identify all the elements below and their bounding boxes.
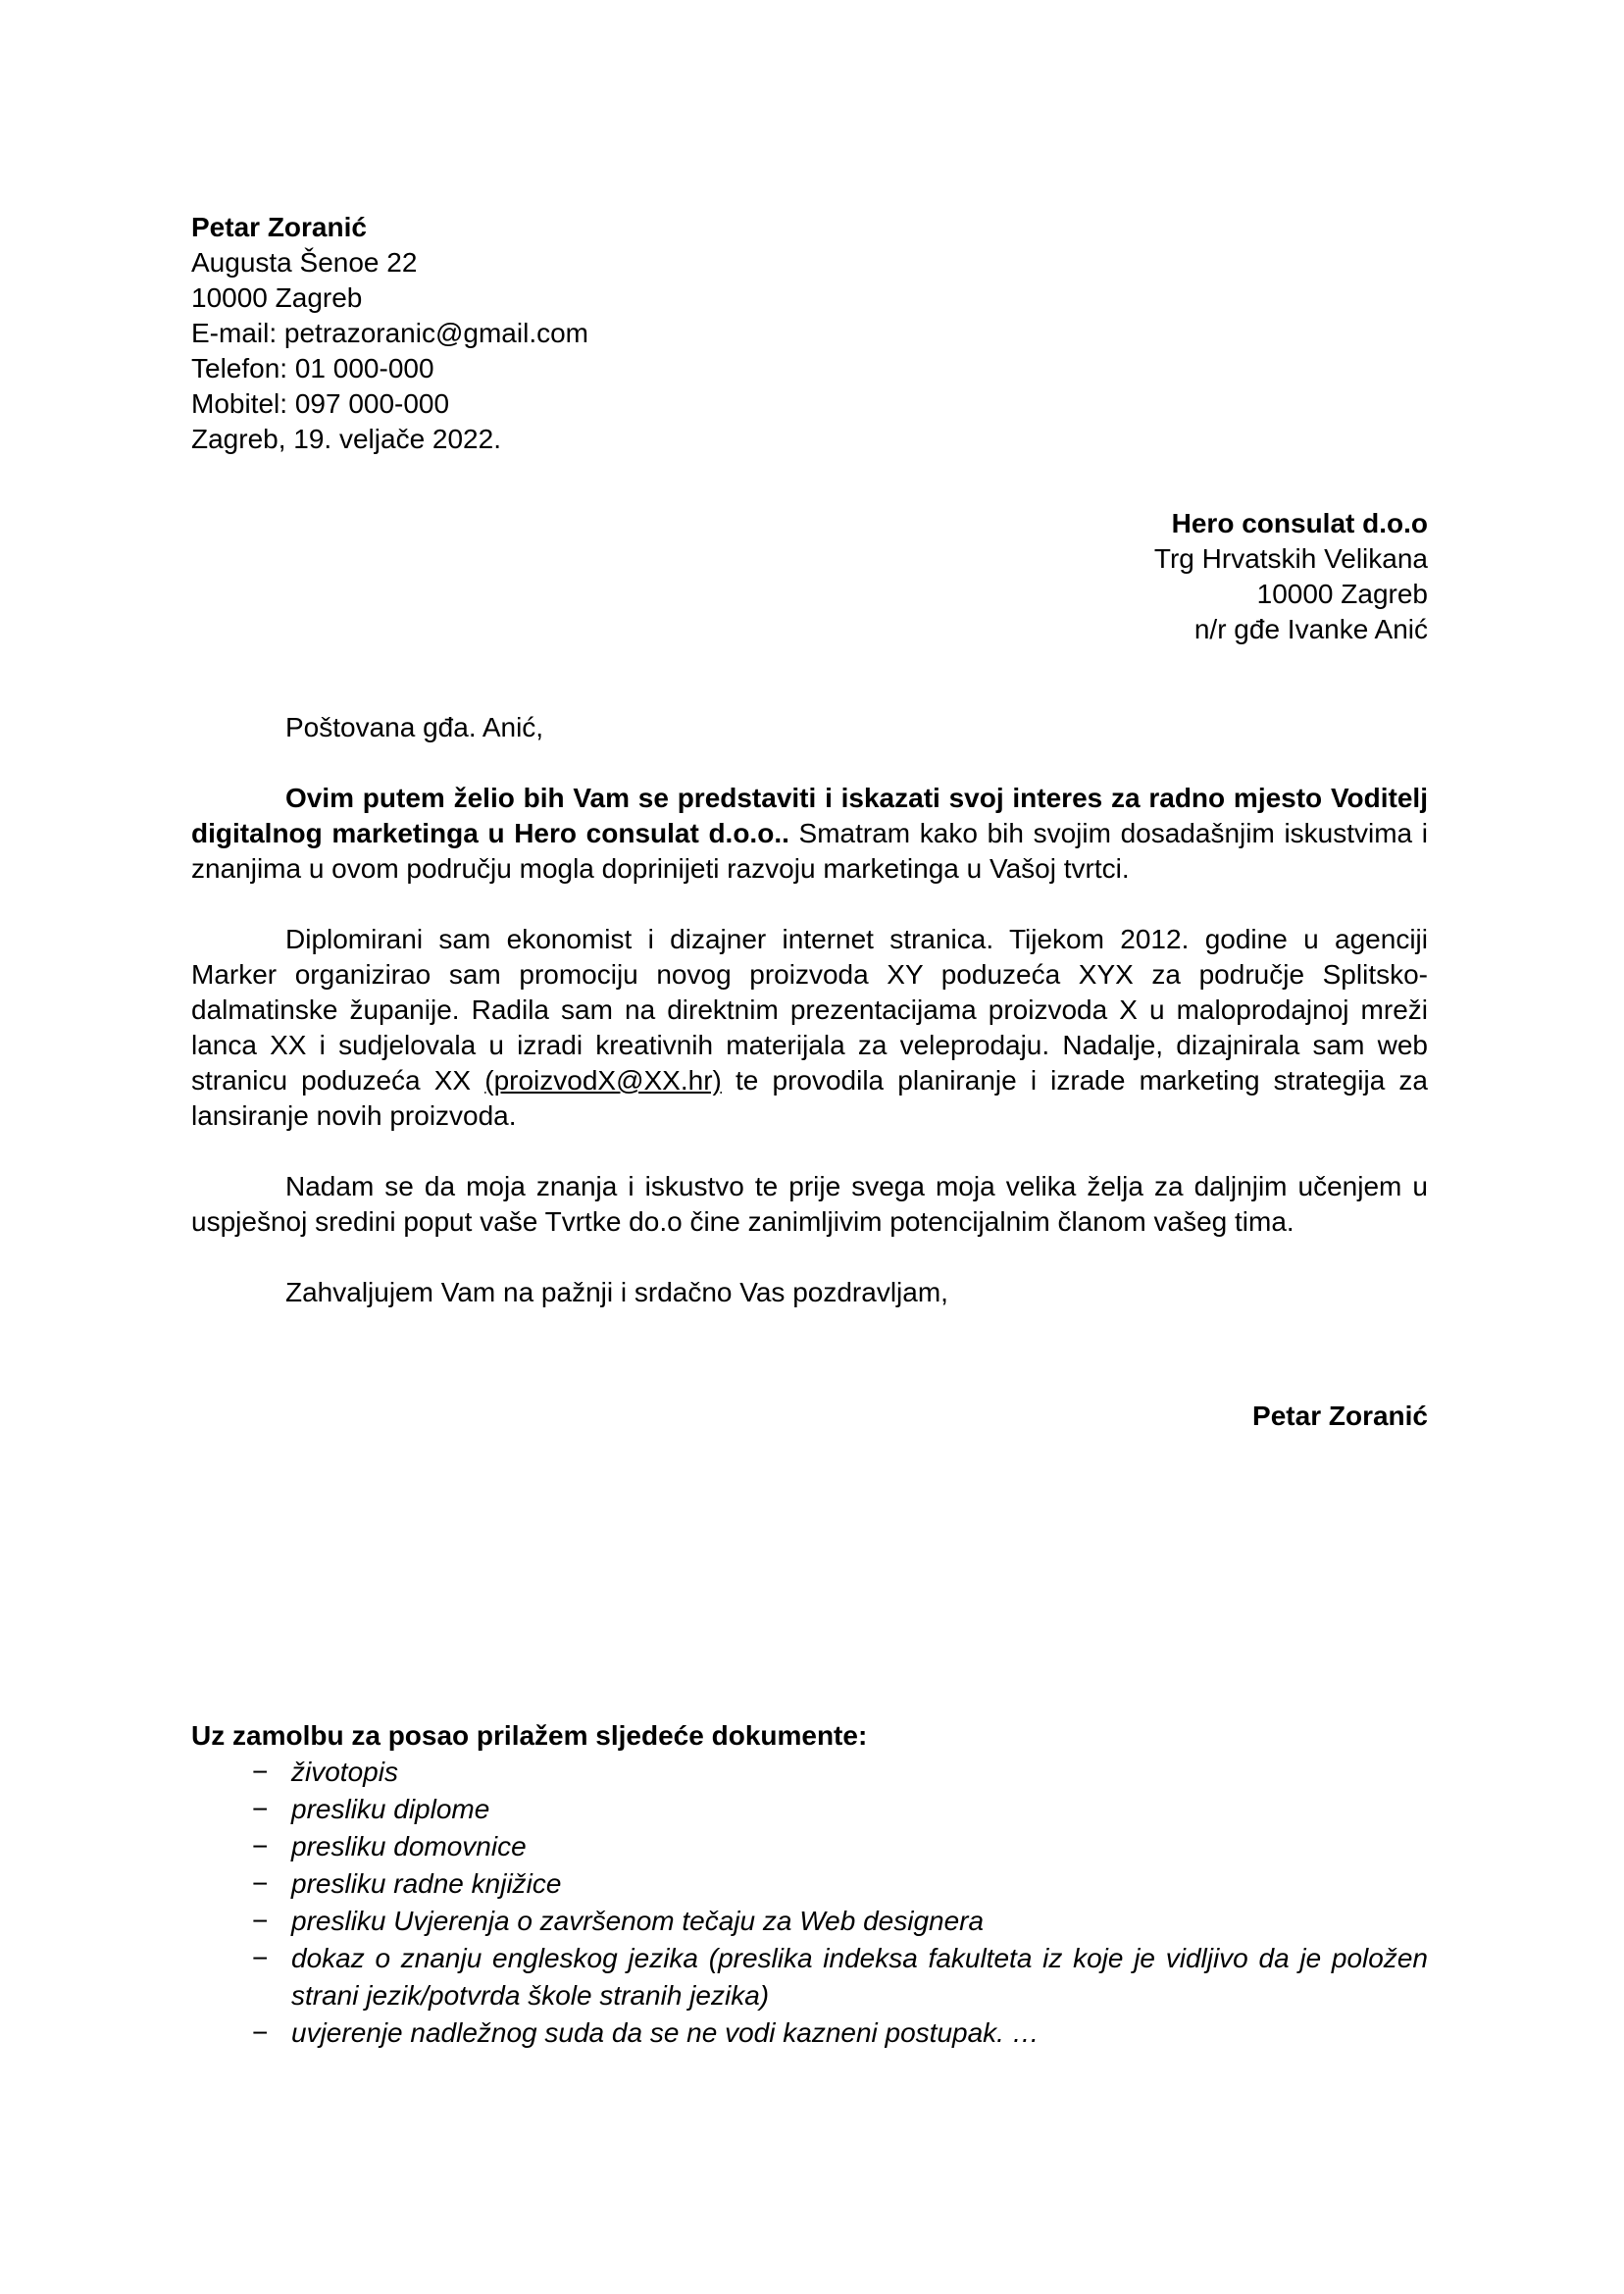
paragraph-introduction: [191, 781, 1428, 887]
sender-mobile: Mobitel: 097 000-000: [191, 388, 450, 419]
attachments-section: [191, 1718, 1428, 2052]
recipient-street: Trg Hrvatskih Velikana: [1153, 543, 1428, 574]
list-item-text: dokaz o znanju engleskog jezika (preslika indeksa fakulteta iz koje je vidljivo da je položen strani jezik/potvrda škole stranih jezika): [291, 1943, 1428, 2011]
list-item-text: presliku domovnice: [291, 1831, 527, 1861]
list-item-text: presliku radne knjižice: [291, 1868, 562, 1899]
recipient-city: 10000 Zagreb: [1256, 579, 1428, 609]
dash-marker: −: [252, 1831, 269, 1861]
dash-marker: −: [252, 1943, 269, 1973]
sender-city: 10000 Zagreb: [191, 282, 363, 313]
salutation: Poštovana gđa. Anić,: [285, 712, 544, 742]
email-link[interactable]: (proizvodX@XX.hr): [484, 1065, 722, 1096]
closing-line: Zahvaljujem Vam na pažnji i srdačno Vas pozdravljam,: [285, 1277, 948, 1307]
list-item: [191, 2014, 1428, 2052]
list-item-text: životopis: [291, 1757, 398, 1787]
experience-text-end: te provodila planiranje i izrade marketing strategija za lansiranje novih proizvoda.: [191, 1065, 1428, 1131]
list-item-text: uvjerenje nadležnog suda da se ne vodi kazneni postupak. …: [291, 2017, 1040, 2048]
sender-street: Augusta Šenoe 22: [191, 247, 418, 278]
dash-marker: −: [252, 1868, 269, 1899]
signature-name: Petar Zoranić: [1252, 1401, 1428, 1431]
paragraph-experience: [191, 922, 1428, 1134]
sender-email: E-mail: petrazoranic@gmail.com: [191, 318, 588, 348]
list-item: [191, 1791, 1428, 1828]
sender-name: Petar Zoranić: [191, 212, 367, 242]
sender-block: [191, 210, 1428, 457]
recipient-attention: n/r gđe Ivanke Anić: [1193, 614, 1428, 644]
list-item: [191, 1828, 1428, 1865]
sender-phone: Telefon: 01 000-000: [191, 353, 434, 383]
recipient-company: Hero consulat d.o.o: [1171, 508, 1428, 538]
list-item: [191, 1754, 1428, 1791]
list-item: [191, 1865, 1428, 1903]
list-item: [191, 1940, 1428, 2014]
list-item: [191, 1903, 1428, 1940]
dash-marker: −: [252, 1757, 269, 1787]
sender-place-date: Zagreb, 19. veljače 2022.: [191, 424, 501, 454]
dash-marker: −: [252, 2017, 269, 2048]
list-item-text: presliku Uvjerenja o završenom tečaju za Web designera: [291, 1906, 985, 1936]
recipient-block: [191, 506, 1428, 647]
experience-text-start: Diplomirani sam ekonomist i dizajner internet stranica. Tijekom 2012. godine u agenciji Marker organizirao sam promociju novog proizvoda XY poduzeća XYX za područje Splitsko-dalmatinske županije. Radila sam na direktnim prezentacijama proizvoda X u maloprodajnoj mreži lanca XX i sudjelovala u izradi kreativnih materijala za veleprodaju. Nadalje, dizajnirala sam web stranicu poduzeća XX: [191, 924, 1428, 1096]
paragraph-motivation: Nadam se da moja znanja i iskustvo te prije svega moja velika želja za daljnjim učenjem u uspješnoj sredini poput vaše Tvrtke do.o čine zanimljivim potencijalnim članom vašeg tima.: [191, 1171, 1428, 1237]
introduction-regular-text: Smatram kako bih svojim dosadašnjim iskustvima i znanjima u ovom području mogla doprinijeti razvoju marketinga u Vašoj tvrtci.: [191, 818, 1429, 884]
list-item-text: presliku diplome: [291, 1794, 490, 1824]
attachments-list: [191, 1754, 1428, 2052]
attachments-heading: Uz zamolbu za posao prilažem sljedeće dokumente:: [191, 1720, 868, 1751]
introduction-bold-text: Ovim putem želio bih Vam se predstaviti i iskazati svoj interes za radno mjesto Voditelj digitalnog marketinga u Hero consulat d.o.o..: [191, 783, 1428, 848]
dash-marker: −: [252, 1906, 269, 1936]
dash-marker: −: [252, 1794, 269, 1824]
